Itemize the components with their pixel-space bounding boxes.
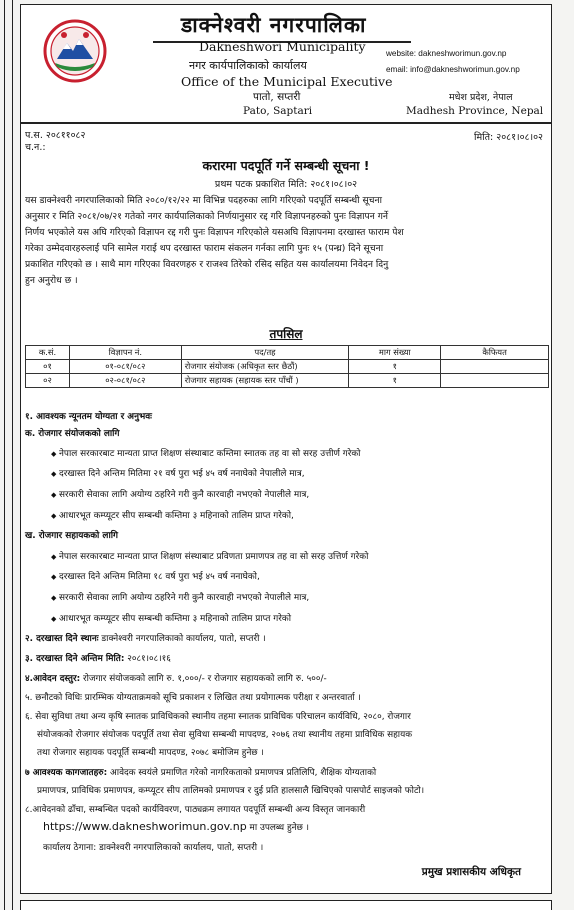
list-item: ◆ आधारभूत कम्प्यूटर सीप सम्बन्धी कम्तिमा ३ महिनाको तालिम प्राप्त गरेको xyxy=(51,614,292,624)
list-item: ◆ दरखास्त दिने अन्तिम मितिमा २१ वर्ष पुरा भई ४५ वर्ष ननाघेको नेपालीले मात्र, xyxy=(51,469,305,479)
facilities-line: तथा रोजगार सहायक पदपूर्ति सम्बन्धी मापदण्ड, २०७८ बमोजिम हुनेछ । xyxy=(37,748,264,758)
application-deadline: ३. दरखास्त दिने अन्तिम मिति: २०८१।०८।१६ xyxy=(25,654,171,664)
province-english: Madhesh Province, Nepal xyxy=(406,105,544,117)
signatory-title: प्रमुख प्रशासकीय अधिकृत xyxy=(421,866,521,878)
info-url-line: https://www.dakneshworimun.gov.np मा उपलब्ध हुनेछ । xyxy=(43,820,310,833)
table-header-row xyxy=(26,346,549,360)
first-published-date: प्रथम पटक प्रकाशित मिति: २०८१।०८।०२ xyxy=(214,179,358,190)
dispatch-number: च.न.: xyxy=(25,142,46,153)
header-divider xyxy=(21,122,551,124)
table-cell xyxy=(441,360,549,374)
bullet-icon: ◆ xyxy=(51,594,57,602)
list-item: ◆ नेपाल सरकारबाट मान्यता प्राप्त शिक्षण संस्थाबाट प्रविणता प्रमाणपत्र तह वा सो सरह उत्तिर्ण गरेको xyxy=(51,552,369,562)
bullet-icon: ◆ xyxy=(51,573,57,581)
table-cell xyxy=(441,374,549,388)
body-line: यस डाक्नेश्वरी नगरपालिकाको मिति २०८०/१२/२२ मा विभिन्न पदहरुका लागि गरिएको पदपूर्ति सम्बन्धी सूचना xyxy=(25,195,382,206)
bullet-icon: ◆ xyxy=(51,615,57,623)
bullet-icon: ◆ xyxy=(51,470,57,478)
coordinator-heading: क. रोजगार संयोजकको लागि xyxy=(25,429,120,439)
details-heading: तपसिल xyxy=(269,327,303,341)
address-nepali: पातो, सप्तरी xyxy=(253,91,301,103)
documents-line: प्रमाणपत्र, प्राविधिक प्रमाणपत्र, कम्प्यूटर सीप तालिमको प्रमाणपत्र र दुई प्रति हालसालै खिचिएको पासपोर्ट साइजको फोटो। xyxy=(37,786,425,796)
column-header: क.सं. xyxy=(26,346,70,360)
notice-page xyxy=(20,4,552,894)
municipality-emblem-icon xyxy=(43,19,107,83)
selection-method: ५. छनौटको विधिः प्रारम्भिक योग्यताक्रमको सूचि प्रकाशन र लिखित तथा प्रयोगात्मक परीक्षा र अन्तरवार्ता । xyxy=(25,693,361,703)
list-item: ◆ आधारभूत कम्प्यूटर सीप सम्बन्धी कम्तिमा ३ महिनाको तालिम प्राप्त गरेको, xyxy=(51,511,294,521)
info-line: ८.आवेदनको ढाँचा, सम्बन्धित पदको कार्यविवरण, पाठ्यक्रम लगायत पदपूर्ति सम्बन्धी अन्य विस्तृत जानकारी xyxy=(25,805,366,815)
reference-block xyxy=(25,130,85,154)
bullet-icon: ◆ xyxy=(51,450,57,458)
table-cell: ०१ xyxy=(26,360,70,374)
list-item: ◆ दरखास्त दिने अन्तिम मितिमा १८ वर्ष पुरा भई ४५ वर्ष ननाघेको, xyxy=(51,572,260,582)
application-fee: ४.आवेदन दस्तुर: रोजगार संयोजकको लागि रु. १,०००/- र रोजगार सहायकको लागि रु. ५००/- xyxy=(25,674,327,684)
facilities-line: संयोजकको रोजगार संयोजक पदपूर्ति तथा सेवा सुविधा सम्बन्धी मापदण्ड, २०७६ तथा स्थानीय तहमा प्राविधिक सहायक xyxy=(37,730,413,740)
table-cell: रोजगार सहायक (सहायक स्तर पाँचौं ) xyxy=(181,374,349,388)
assistant-heading: ख. रोजगार सहायकको लागि xyxy=(25,531,119,541)
office-name-nepali: नगर कार्यपालिकाको कार्यालय xyxy=(189,59,307,72)
body-line: अनुसार र मिति २०८१/०७/२१ गतेको नगर कार्यपालिकाको निर्णयानुसार रद्द गरि विज्ञापनहरुको पुनः विज्ञापन गर्ने xyxy=(25,211,388,222)
notice-body xyxy=(25,193,549,289)
municipality-name-english: Dakneshwori Municipality xyxy=(199,39,366,54)
body-line: निर्णय भएकोले यस अघि गरिएको विज्ञापन रद्द गरी पुनः विज्ञापन गरिएकोले यसअघि विज्ञापनमा दरखास्त फाराम पेश xyxy=(25,227,404,238)
table-row xyxy=(26,360,549,374)
bullet-icon: ◆ xyxy=(51,491,57,499)
table-cell: ०१-०८१/०८२ xyxy=(69,360,181,374)
list-item: ◆ सरकारी सेवाका लागि अयोग्य ठहरिने गरी कुनै कारवाही नभएको नेपालीले मात्र, xyxy=(51,490,310,500)
column-header: कैफियत xyxy=(441,346,549,360)
body-line: हुन अनुरोध छ । xyxy=(25,275,78,286)
body-line: गरेका उम्मेदवारहरुलाई पनि सामेल गराई थप दरखास्त फाराम संकलन गर्नका लागि पुनः १५ (पन्ध्र) दिने सूचना xyxy=(25,243,384,254)
column-header: विज्ञापन नं. xyxy=(69,346,181,360)
table-cell: ०२-०८१/०८२ xyxy=(69,374,181,388)
application-place: २. दरखास्त दिने स्थानः डाक्नेश्वरी नगरपालिकाको कार्यालय, पातो, सप्तरी । xyxy=(25,634,266,644)
facilities-line: ६. सेवा सुविधा तथा अन्य कृषि स्नातक प्राविधिकको स्थानीय तहमा स्नातक प्राविधिक परिचालन कार्यविधि, २०८०, रोजगार xyxy=(25,712,411,722)
column-header: पद/तह xyxy=(181,346,349,360)
letter-date: मिति: २०८१।०८।०२ xyxy=(474,132,543,143)
bullet-icon: ◆ xyxy=(51,512,57,520)
table-cell: ०२ xyxy=(26,374,70,388)
requirements-heading: १. आवश्यक न्यूनतम योग्यता र अनुभवः xyxy=(25,412,152,422)
office-name-english: Office of the Municipal Executive xyxy=(181,74,393,89)
table-cell: १ xyxy=(349,360,441,374)
bullet-icon: ◆ xyxy=(51,553,57,561)
municipality-name-nepali: डाक्नेश्वरी नगरपालिका xyxy=(181,13,367,37)
letter-number: प.स. २०८११०८२ xyxy=(25,130,86,141)
list-item: ◆ नेपाल सरकारबाट मान्यता प्राप्त शिक्षण संस्थाबाट कम्तिमा स्नातक तह वा सो सरह उत्तीर्ण गरेको xyxy=(51,449,361,459)
documents-line: ७ आवश्यक कागजातहरु: आवेदक स्वयंले प्रमाणित गरेको नागरिकताको प्रमाणपत्र प्रतिलिपि, शैक्षिक योग्यताको xyxy=(25,768,377,778)
left-edge-line xyxy=(4,0,5,910)
table-row xyxy=(26,374,549,388)
office-address: कार्यालय ठेगाना: डाक्नेश्वरी नगरपालिकाको कार्यालय, पातो, सप्तरी । xyxy=(43,843,264,853)
left-edge-line-2 xyxy=(12,0,13,910)
vacancy-table xyxy=(25,345,549,388)
column-header: माग संख्या xyxy=(349,346,441,360)
table-cell: १ xyxy=(349,374,441,388)
next-page-edge xyxy=(20,900,552,910)
body-line: प्रकाशित गरिएको छ । साथै माग गरिएका विवरणहरु र राजश्व तिरेको रसिद सहित यस कार्यालयमा निवेदन दिनु xyxy=(25,259,389,270)
list-item: ◆ सरकारी सेवाका लागि अयोग्य ठहरिने गरी कुनै कारवाही नभएको नेपालीले मात्र, xyxy=(51,593,310,603)
table-cell: रोजगार संयोजक (अधिकृत स्तर छैठौं) xyxy=(181,360,349,374)
notice-title: करारमा पदपूर्ति गर्ने सम्बन्धी सूचना ! xyxy=(202,158,370,173)
province-nepali: मधेश प्रदेश, नेपाल xyxy=(449,92,513,103)
email-link[interactable]: email: info@dakneshworimun.gov.np xyxy=(386,65,520,74)
letterhead xyxy=(21,5,551,121)
municipality-website-link[interactable]: https://www.dakneshworimun.gov.np xyxy=(43,820,247,833)
website-link[interactable]: website: dakneshworimun.gov.np xyxy=(386,49,507,58)
address-english: Pato, Saptari xyxy=(243,105,313,117)
